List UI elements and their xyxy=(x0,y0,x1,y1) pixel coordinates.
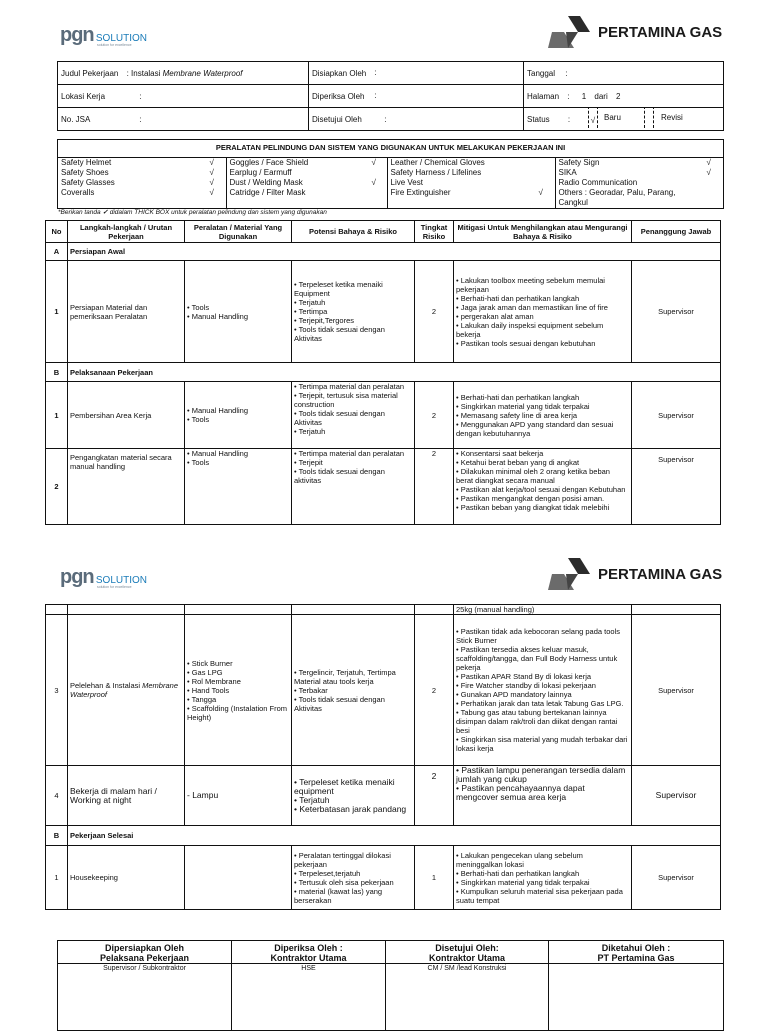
ppe-checkbox[interactable] xyxy=(361,188,387,208)
ppe-row xyxy=(58,158,723,169)
pgn-tagline: solution for excellence xyxy=(97,585,132,589)
row-pic: Supervisor xyxy=(632,766,721,826)
list-item: • Perhatikan jarak dan tata letak Tabung Gas LPG. xyxy=(456,699,629,708)
ppe-checkbox[interactable]: √ xyxy=(361,158,387,169)
ppe-item-label: Earplug / Earmuff xyxy=(229,168,292,177)
ppe-checkbox[interactable]: √ xyxy=(198,188,226,208)
carry-over-row xyxy=(46,605,721,615)
ppe-item-label: Safety Shoes xyxy=(61,168,109,177)
signature-org: Kontraktor Utama xyxy=(270,953,347,963)
list-item: • Konsentarsi saat bekerja xyxy=(456,449,629,458)
judul-value-prefix: : Instalasi xyxy=(126,68,163,78)
signature-title: Diketahui Oleh : xyxy=(601,943,671,953)
bullet-list xyxy=(294,851,412,905)
list-item: • material (kawat las) yang berserakan xyxy=(294,887,412,905)
row-no: 1 xyxy=(46,382,68,449)
signature-org: PT Pertamina Gas xyxy=(597,953,675,963)
ppe-checkbox[interactable] xyxy=(695,178,723,188)
row-step: Pengangkatan material secara manual handling xyxy=(68,449,185,525)
ppe-row xyxy=(58,178,723,188)
signature-cell xyxy=(58,941,232,1031)
dari-label: dari xyxy=(594,91,608,101)
ppe-note-prefix: *Berikan tanda xyxy=(58,209,103,216)
list-item: • Tertimpa material dan peralatan xyxy=(294,449,412,458)
disiapkan-label: Disiapkan Oleh xyxy=(312,68,367,78)
table-row xyxy=(46,766,721,826)
nojsa-label: No. JSA xyxy=(61,114,91,124)
table-row xyxy=(46,846,721,910)
list-item: • Berhati-hati dan perhatikan langkah xyxy=(456,294,629,303)
bullet-list xyxy=(187,406,289,424)
row-pic: Supervisor xyxy=(632,615,721,766)
ppe-checkbox[interactable]: √ xyxy=(198,178,226,188)
ppe-checkbox[interactable]: √ xyxy=(695,168,723,178)
list-item: • Kumpulkan seluruh material sisa pekerjaan pada suatu tempat xyxy=(456,887,629,905)
signature-cell xyxy=(232,941,386,1031)
lokasi-cell xyxy=(58,85,309,108)
list-item: • Singkirkan sisa material yang mudah terbakar dari lokasi kerja xyxy=(456,735,629,753)
signature-role xyxy=(549,963,723,964)
halaman-cell xyxy=(524,85,724,108)
signature-title: Disetujui Oleh: xyxy=(435,943,499,953)
carry-over-text: 25kg (manual handling) xyxy=(454,605,632,615)
pertamina-logo-text: PERTAMINA GAS xyxy=(598,566,723,583)
list-item: • Berhati-hati dan perhatikan langkah xyxy=(456,393,629,402)
dari-value: 2 xyxy=(615,91,621,101)
ppe-table xyxy=(58,157,724,208)
list-item: • Manual Handling xyxy=(187,312,289,321)
row-mitigation xyxy=(454,261,632,363)
row-pic: Supervisor xyxy=(632,449,721,525)
pgn-logo-text: pgn xyxy=(60,24,94,46)
tanggal-colon: : xyxy=(565,68,568,78)
list-item: • Scaffolding (Instalation From Height) xyxy=(187,704,289,722)
list-item: • Pastikan tools sesuai dengan kebutuhan xyxy=(456,339,629,348)
ppe-item-label: Goggles / Face Shield xyxy=(229,158,309,167)
ppe-title: PERALATAN PELINDUNG DAN SISTEM YANG DIGUNAKAN UNTUK MELAKUKAN PEKERJAAN INI xyxy=(215,143,566,152)
row-pic: Supervisor xyxy=(632,382,721,449)
bullet-list xyxy=(456,276,629,348)
ppe-checkbox[interactable] xyxy=(361,168,387,178)
ppe-item-label: Dust / Welding Mask xyxy=(229,178,303,187)
list-item: • Jaga jarak aman dan memastikan line of fire xyxy=(456,303,629,312)
signature-cell xyxy=(386,941,549,1031)
tanggal-label: Tanggal xyxy=(527,68,556,78)
ppe-checkbox[interactable]: √ xyxy=(361,178,387,188)
signature-cell xyxy=(549,941,724,1031)
ppe-item-label: Others : Georadar, Palu, Parang, Cangkul xyxy=(558,188,676,207)
list-item: • Terpeleset,terjatuh xyxy=(294,869,412,878)
disetujui-colon: : xyxy=(384,114,387,124)
halaman-label: Halaman xyxy=(527,91,560,101)
row-no: 1 xyxy=(46,261,68,363)
ppe-item-label: Safety Glasses xyxy=(61,178,115,187)
jsa-table-page2 xyxy=(45,604,721,910)
bullet-list xyxy=(294,668,412,713)
disiapkan-cell xyxy=(309,62,524,85)
row-risk: 2 xyxy=(415,382,454,449)
col-tools: Peralatan / Material Yang Digunakan xyxy=(185,221,292,243)
disetujui-label: Disetujui Oleh xyxy=(312,114,362,124)
ppe-row xyxy=(58,188,723,208)
list-item: • Singkirkan material yang tidak terpakai xyxy=(456,878,629,887)
halaman-value: 1 xyxy=(581,91,587,101)
row-step: Persiapan Material dan pemeriksaan Peralatan xyxy=(68,261,185,363)
row-hazards xyxy=(292,615,415,766)
list-item: • Peralatan tertinggal dilokasi pekerjaan xyxy=(294,851,412,869)
list-item: • Pastikan pencahayaannya dapat mengcover semua area kerja xyxy=(456,784,629,802)
diperiksa-label: Diperiksa Oleh xyxy=(312,91,365,101)
list-item: • Pastikan beban yang diangkat tidak melebihi xyxy=(456,503,629,512)
row-risk: 2 xyxy=(415,261,454,363)
table-row xyxy=(46,261,721,363)
row-step-prefix: Pelelehan & Instalasi xyxy=(70,681,143,690)
baru-check-mark: √ xyxy=(590,116,596,125)
tanggal-cell xyxy=(524,62,724,85)
signature-org: Kontraktor Utama xyxy=(428,953,505,963)
lokasi-label: Lokasi Kerja xyxy=(61,91,106,101)
jsa-table-page1 xyxy=(45,220,721,525)
bullet-list xyxy=(456,766,629,802)
section-title: Persiapan Awal xyxy=(68,243,721,261)
signature-title: Dipersiapkan Oleh xyxy=(104,943,185,953)
status-label: Status xyxy=(527,114,550,124)
list-item: • Memasang safety line di area kerja xyxy=(456,411,629,420)
ppe-item-label: Catridge / Filter Mask xyxy=(229,188,306,197)
disetujui-cell xyxy=(309,108,524,131)
list-item: • Terjatuh xyxy=(294,796,412,805)
list-item: • Tertusuk oleh sisa pekerjaan xyxy=(294,878,412,887)
section-code: A xyxy=(46,243,68,261)
list-item: • Tools tidak sesuai dengan Aktivitas xyxy=(294,695,412,713)
status-cell xyxy=(524,108,724,131)
list-item: • Berhati-hati dan perhatikan langkah xyxy=(456,869,629,878)
ppe-item-label: Safety Sign xyxy=(558,158,600,167)
signature-title: Diperiksa Oleh : xyxy=(274,943,343,953)
row-tools xyxy=(185,615,292,766)
row-tools xyxy=(185,449,292,525)
signature-role: HSE xyxy=(232,963,385,973)
list-item: • Terjatuh xyxy=(294,427,412,436)
row-risk: 2 xyxy=(415,615,454,766)
pertamina-emblem-icon xyxy=(546,14,592,50)
list-item: • Pastikan alat kerja/tool sesuai dengan Kebutuhan xyxy=(456,485,629,494)
ppe-note-suffix: didalam THICK BOX untuk peralatan pelindung dan sistem yang digunakan xyxy=(107,209,327,216)
ppe-box xyxy=(57,139,724,209)
nojsa-colon: : xyxy=(139,114,142,124)
ppe-item-label: Fire Extinguisher xyxy=(390,188,451,197)
list-item: • Terpeleset ketika menaiki equipment xyxy=(294,778,412,796)
list-item: • Lakukan toolbox meeting sebelum memulai pekerjaan xyxy=(456,276,629,294)
judul-value-italic: Membrane Waterproof xyxy=(162,68,243,78)
list-item: • Terjatuh xyxy=(294,298,412,307)
table-row xyxy=(46,449,721,525)
judul-cell xyxy=(58,62,309,85)
list-item: • Dilakukan minimal oleh 2 orang ketika beban berat diangkat secara manual xyxy=(456,467,629,485)
baru-label: Baru xyxy=(604,113,621,122)
lokasi-colon: : xyxy=(139,91,142,101)
bullet-list xyxy=(456,393,629,438)
list-item: • Tertimpa xyxy=(294,307,412,316)
ppe-item-label: Safety Helmet xyxy=(61,158,112,167)
list-item: • Manual Handling xyxy=(187,449,289,458)
ppe-checkbox[interactable] xyxy=(527,178,555,188)
ppe-note xyxy=(58,208,327,216)
row-no: 3 xyxy=(46,615,68,766)
list-item: • Terpeleset ketika menaiki Equipment xyxy=(294,280,412,298)
row-risk: 1 xyxy=(415,846,454,910)
ppe-checkbox[interactable] xyxy=(527,158,555,169)
row-no: 1 xyxy=(46,846,68,910)
row-step: Housekeeping xyxy=(68,846,185,910)
ppe-checkbox[interactable]: √ xyxy=(198,158,226,169)
list-item: • Keterbatasan jarak pandang xyxy=(294,805,412,814)
revisi-label: Revisi xyxy=(661,113,683,122)
list-item: • Pastikan mengangkat dengan posisi aman. xyxy=(456,494,629,503)
job-info-table xyxy=(57,61,724,131)
list-item: • Gunakan APD mandatory lainnya xyxy=(456,690,629,699)
list-item: • Tools tidak sesuai dengan aktivitas xyxy=(294,467,412,485)
ppe-checkbox[interactable]: √ xyxy=(527,188,555,208)
list-item: • Pastikan lampu penerangan tersedia dalam jumlah yang cukup xyxy=(456,766,629,784)
col-no: No xyxy=(46,221,68,243)
col-mitigation: Mitigasi Untuk Menghilangkan atau Mengurangi Bahaya & Risiko xyxy=(454,221,632,243)
row-mitigation xyxy=(454,615,632,766)
ppe-checkbox[interactable]: √ xyxy=(198,168,226,178)
diperiksa-cell xyxy=(309,85,524,108)
ppe-checkbox[interactable] xyxy=(527,168,555,178)
signature-org: Pelaksana Pekerjaan xyxy=(99,953,190,963)
row-pic: Supervisor xyxy=(632,261,721,363)
list-item: • Terjepit, tertusuk sisa material construction xyxy=(294,391,412,409)
ppe-item-label: Safety Harness / Lifelines xyxy=(390,168,482,177)
diperiksa-colon: : xyxy=(374,91,377,101)
ppe-row xyxy=(58,168,723,178)
list-item: • Hand Tools xyxy=(187,686,289,695)
list-item: • Tools xyxy=(187,458,289,467)
bullet-list xyxy=(187,659,289,722)
pertamina-logo xyxy=(546,14,736,50)
row-hazards xyxy=(292,846,415,910)
section-row xyxy=(46,826,721,846)
list-item: • Manual Handling xyxy=(187,406,289,415)
bullet-list xyxy=(294,280,412,343)
list-item: • Tertimpa material dan peralatan xyxy=(294,382,412,391)
pgn-solution-text: SOLUTION xyxy=(95,33,148,44)
table-header-row xyxy=(46,221,721,243)
list-item: • Gas LPG xyxy=(187,668,289,677)
row-hazards xyxy=(292,261,415,363)
ppe-item-label: Leather / Chemical Gloves xyxy=(390,158,485,167)
ppe-item-label: Coveralls xyxy=(61,188,95,197)
list-item: • Ketahui berat beban yang di angkat xyxy=(456,458,629,467)
bullet-list xyxy=(456,449,629,512)
list-item: • Rol Membrane xyxy=(187,677,289,686)
row-step: Pembersihan Area Kerja xyxy=(68,382,185,449)
bullet-list xyxy=(294,449,412,485)
pgn-logo xyxy=(60,566,150,592)
row-mitigation xyxy=(454,846,632,910)
bullet-list xyxy=(187,449,289,467)
judul-label: Judul Pekerjaan xyxy=(61,68,119,78)
list-item: • pergerakan alat aman xyxy=(456,312,629,321)
row-mitigation xyxy=(454,382,632,449)
pgn-solution-text: SOLUTION xyxy=(95,575,148,586)
section-code: B xyxy=(46,826,68,846)
section-title: Pelaksanaan Pekerjaan xyxy=(68,363,721,382)
section-title: Pekerjaan Selesai xyxy=(68,826,721,846)
list-item: • Terjepit,Tergores xyxy=(294,316,412,325)
revisi-checkbox[interactable] xyxy=(644,108,654,129)
list-item: • Tools tidak sesuai dengan Aktivitas xyxy=(294,325,412,343)
row-hazards xyxy=(292,382,415,449)
section-row xyxy=(46,363,721,382)
row-no: 4 xyxy=(46,766,68,826)
table-row xyxy=(46,615,721,766)
bullet-list xyxy=(294,778,412,814)
signature-role: Supervisor / Subkontraktor xyxy=(58,963,231,973)
list-item: • Tools xyxy=(187,303,289,312)
row-hazards xyxy=(292,449,415,525)
row-pic: Supervisor xyxy=(632,846,721,910)
ppe-item-label: Live Vest xyxy=(390,178,423,187)
row-mitigation xyxy=(454,766,632,826)
row-tools xyxy=(185,846,292,910)
ppe-checkbox[interactable] xyxy=(695,188,723,208)
ppe-item-label: SIKA xyxy=(558,168,577,177)
col-pic: Penanggung Jawab xyxy=(632,221,721,243)
list-item: • Terbakar xyxy=(294,686,412,695)
list-item: • Lakukan pengecekan ulang sebelum meninggalkan lokasi xyxy=(456,851,629,869)
baru-checkbox[interactable] xyxy=(588,108,598,129)
bullet-list xyxy=(187,303,289,321)
list-item: • Tools xyxy=(187,415,289,424)
list-item: • Tergelincir, Terjatuh, Tertimpa Material atau tools kerja xyxy=(294,668,412,686)
bullet-list xyxy=(456,627,629,753)
disiapkan-colon: : xyxy=(374,68,377,78)
col-step: Langkah-langkah / Urutan Pekerjaan xyxy=(68,221,185,243)
pgn-logo xyxy=(60,24,150,50)
table-row xyxy=(46,382,721,449)
signature-role: CM / SM /lead Konstruksi xyxy=(386,963,548,973)
row-tools xyxy=(185,382,292,449)
list-item: • Terjepit xyxy=(294,458,412,467)
list-item: • Pastikan tidak ada kebocoran selang pada tools Stick Burner xyxy=(456,627,629,645)
pertamina-emblem-icon xyxy=(546,556,592,592)
row-risk: 2 xyxy=(415,449,454,525)
list-item: • Tangga xyxy=(187,695,289,704)
row-mitigation xyxy=(454,449,632,525)
status-colon: : xyxy=(567,114,571,124)
row-no: 2 xyxy=(46,449,68,525)
row-tools: - Lampu xyxy=(185,766,292,826)
pertamina-logo xyxy=(546,556,736,592)
col-risk: Tingkat Risiko xyxy=(415,221,454,243)
halaman-colon: : xyxy=(567,91,570,101)
list-item: • Stick Burner xyxy=(187,659,289,668)
pgn-logo-text: pgn xyxy=(60,566,94,588)
list-item: • Pastikan APAR Stand By di lokasi kerja xyxy=(456,672,629,681)
row-tools xyxy=(185,261,292,363)
ppe-note-check-icon: ✓ xyxy=(102,209,108,216)
list-item: • Singkirkan material yang tidak terpakai xyxy=(456,402,629,411)
section-row xyxy=(46,243,721,261)
section-code: B xyxy=(46,363,68,382)
bullet-list xyxy=(456,851,629,905)
signature-table xyxy=(57,940,724,1031)
list-item: • Tools tidak sesuai dengan Aktivitas xyxy=(294,409,412,427)
row-step xyxy=(68,615,185,766)
row-step: Bekerja di malam hari / Working at night xyxy=(68,766,185,826)
list-item: • Fire Watcher standby di lokasi pekerjaan xyxy=(456,681,629,690)
list-item: • Tabung gas atau tabung bertekanan lainnya disimpan dalam rak/troli dan diikat dengan rantai besi xyxy=(456,708,629,735)
ppe-item-label: Radio Communication xyxy=(558,178,638,187)
list-item: • Menggunakan APD yang standard dan sesuai dengan kebutuhannya xyxy=(456,420,629,438)
list-item: • Lakukan daily inspeksi equipment sebelum bekerja xyxy=(456,321,629,339)
row-risk: 2 xyxy=(415,766,454,826)
col-hazards: Potensi Bahaya & Risiko xyxy=(292,221,415,243)
pertamina-logo-text: PERTAMINA GAS xyxy=(598,24,723,41)
nojsa-cell xyxy=(58,108,309,131)
ppe-checkbox[interactable]: √ xyxy=(695,158,723,169)
bullet-list xyxy=(294,382,412,436)
row-step-italic: Membrane Waterproof xyxy=(70,681,178,699)
row-hazards xyxy=(292,766,415,826)
pgn-tagline: solution for excellence xyxy=(97,43,132,47)
list-item: • Pastikan tersedia akses keluar masuk, scaffolding/tangga, dan Full Body Harness untuk pekerja xyxy=(456,645,629,672)
